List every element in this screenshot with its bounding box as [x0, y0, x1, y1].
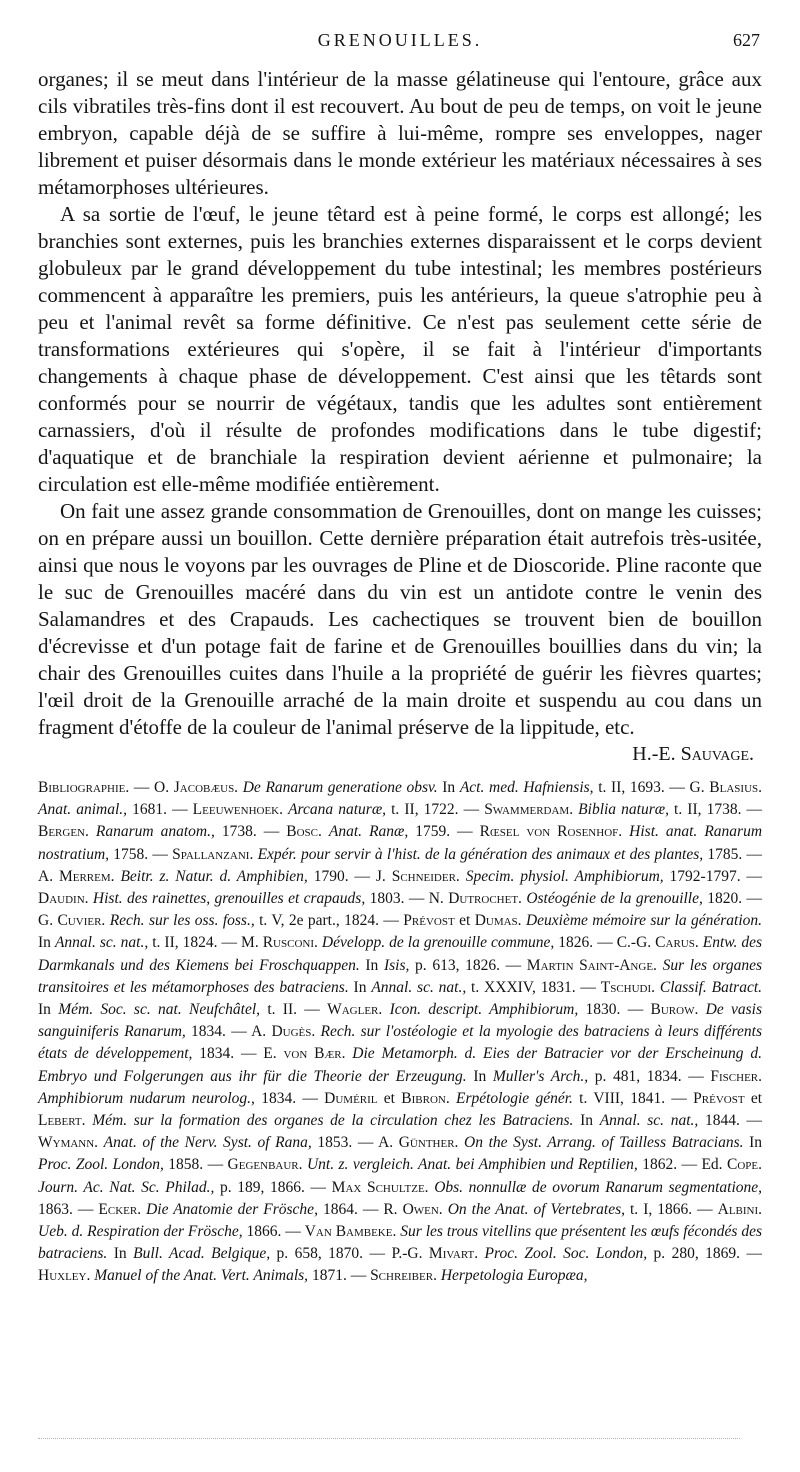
bib-author: Rusconi. — [262, 934, 318, 952]
bib-title: On the Anat. of Vertebrates, — [447, 1200, 625, 1218]
bib-text: t. V, 2e part., 1824. — — [254, 912, 404, 930]
bib-text: 1834. — E. — [192, 1045, 284, 1063]
paragraph: organes; il se meut dans l'intérieur de la masse gélatineuse qui l'entoure, grâce aux cils vibratiles très-fins dont il est recouvert. Au bout de peu de temps, on voit le jeune embryon, capable déjà de se suffire à lui-même, rompre ses enveloppes, nager librement et puiser désormais dans le monde extérieur les matériaux nécessaires à ses métamorphoses ultérieures. — [38, 67, 762, 199]
bib-title: Journ. Ac. Nat. Sc. Philad., — [38, 1178, 215, 1196]
bib-author: Günther. — [398, 1134, 459, 1152]
bib-author: Max Schultze. — [331, 1178, 429, 1196]
bib-author: Merrem. — [58, 867, 115, 885]
bib-text: In — [359, 956, 384, 974]
bib-text: In — [437, 779, 460, 796]
bib-author: Leeuwenhoek. — [192, 801, 283, 819]
bib-title: Arcana naturæ, — [288, 801, 387, 819]
bib-title: Unt. z. vergleich. Anat. bei Amphibien und Reptilien, — [306, 1156, 638, 1174]
bib-author: Martin Saint-Ange. — [526, 956, 657, 974]
bib-text: 1864. — R. — [317, 1200, 403, 1218]
bib-author: Blasius. — [709, 779, 762, 796]
bib-text: 1834. — — [254, 1089, 325, 1107]
bib-text: In — [743, 1134, 762, 1152]
bib-author: Cuvier. — [57, 912, 106, 930]
bib-author: Mivart. — [428, 1245, 479, 1263]
author-signature — [610, 741, 754, 768]
bib-text: 1681. — — [127, 801, 193, 819]
bibliography — [38, 777, 762, 1288]
bib-title: De vasis sanguiniferis Ranarum, — [38, 1001, 762, 1041]
bib-title: Beitr. z. Natur. d. Amphibien, — [120, 867, 308, 885]
bib-title: Obs. nonnullæ de ovorum Ranarum segmentatione, — [434, 1178, 763, 1196]
bib-title: Icon. descript. Amphibiorum, — [389, 1001, 579, 1019]
bib-author: Carus. — [655, 934, 699, 952]
paragraph: A sa sortie de l'œuf, le jeune têtard est à peine formé, le corps est allongé; les branchies sont externes, puis les branchies externes disparaissent et le corps devient globuleux par le grand développement du tube intestinal; les membres postérieurs commencent à apparaître les premiers, puis les antérieurs, la queue s'atrophie peu à peu et l'animal revêt sa forme définitive. Ce n'est pas seulement cette série de transformations extérieures qui s'opère, il se fait à l'intérieur d'importants changements à chaque phase de développement. C'est ainsi que les têtards sont conformés pour se nourrir de végétaux, tandis que les adultes sont entièrement carnassiers, d'où il résulte de profondes modifications dans le tube digestif; d'aquatique et de branchiale la respiration devient aérienne et pulmonaire; la circulation est elle-même modifiée entièrement. — [38, 202, 762, 496]
bib-title: Annal. sc. nat., — [54, 934, 149, 952]
bib-title: Bull. Acad. Belgique, — [133, 1245, 271, 1263]
bib-title: Biblia naturæ, — [578, 801, 669, 819]
bib-author: Dugès. — [271, 1023, 316, 1041]
bib-text — [698, 1001, 705, 1018]
bib-text: t. II, 1693. — G. — [593, 779, 710, 796]
bib-text: In — [348, 978, 372, 996]
running-header — [38, 30, 762, 54]
bib-author: Wagler. — [327, 1001, 383, 1019]
bib-title: Act. med. Hafniensis, — [459, 779, 594, 796]
bib-author: Dutrochet. — [448, 890, 522, 908]
bib-text: 1826. — C.-G. — [554, 934, 656, 952]
bib-text: 1738. — — [214, 823, 287, 841]
bib-author: Bibron. — [401, 1089, 450, 1107]
bib-author: Bibliographie. — [38, 779, 130, 796]
bib-title: Hist. anat. Ranarum nostratium, — [38, 823, 763, 863]
bib-author: Lebert. — [38, 1112, 86, 1130]
bib-text: In — [573, 1112, 600, 1130]
bib-title: De Ranarum generatione obsv. — [242, 779, 438, 796]
bib-title: Deuxième mémoire sur la génération. — [525, 912, 763, 930]
bib-title: Specim. physiol. Amphibiorum, — [465, 867, 664, 885]
footer-dotted-rule — [38, 1438, 740, 1439]
bib-title: Herpetologia Europæa, — [440, 1267, 588, 1285]
bib-text: In — [38, 934, 55, 952]
bib-title: Die Anatomie der Frösche, — [146, 1200, 318, 1218]
bib-title: Proc. Zool. London, — [38, 1156, 164, 1174]
bib-text: 1862. — Ed. — [637, 1156, 727, 1174]
bib-author: Duméril — [324, 1089, 378, 1107]
signature-initials: H.-E. — [632, 743, 676, 765]
bib-author: Albini. — [717, 1200, 763, 1218]
bib-text — [89, 823, 96, 840]
bib-title: Entw. des Darmkanals und des Kiemens bei Froschquappen. — [38, 934, 763, 974]
page-number: 627 — [733, 30, 760, 50]
bib-text: 1785. — A. — [38, 845, 763, 885]
bib-author: Van Bambeke. — [304, 1223, 397, 1241]
bib-title: Mém. Soc. sc. nat. Neufchâtel, — [58, 1001, 261, 1019]
bib-author: Wymann. — [38, 1134, 99, 1152]
bib-title: Mém. sur la formation des organes de la circulation chez les Batraciens. — [92, 1112, 574, 1130]
bib-author: Tschudi. — [600, 978, 656, 996]
bib-title: Annal. sc. nat., — [371, 978, 467, 996]
bib-text: p. 658, 1870. — P.-G. — [270, 1245, 429, 1263]
bib-title: Proc. Zool. Soc. London, — [484, 1245, 648, 1263]
bib-title: Manuel of the Anat. Vert. Animals, — [94, 1267, 309, 1285]
bib-text: 1853. — A. — [311, 1134, 399, 1152]
bib-title: On the Syst. Arrang. of Tailless Batracians. — [464, 1134, 744, 1152]
running-title: GRENOUILLES. — [317, 30, 483, 50]
bib-text: 1790. — J. — [307, 867, 392, 885]
bib-author: Jacobæus. — [173, 779, 239, 796]
bib-author: Cope. — [727, 1156, 762, 1174]
bib-text: p. 613, 1826. — — [409, 956, 527, 974]
bib-text: t. I, 1866. — — [625, 1200, 718, 1218]
bib-text: et — [454, 912, 475, 930]
bib-text: 1871. — — [308, 1267, 371, 1285]
bib-text: t. VIII, 1841. — — [572, 1089, 694, 1107]
bib-text: 1830. — — [578, 1001, 651, 1019]
bib-text: p. 280, 1869. — — [647, 1245, 763, 1263]
bib-title: Sur les organes transitoires et les métamorphoses des batraciens. — [38, 956, 763, 996]
bib-text: t. II. — — [260, 1001, 328, 1019]
bib-text: In — [466, 1067, 493, 1085]
bib-author: Daudin. — [38, 890, 89, 908]
bib-text: p. 481, 1834. — — [588, 1067, 711, 1085]
bib-text: In — [38, 1001, 59, 1019]
bib-text: 1858. — — [163, 1156, 228, 1174]
article-body — [38, 66, 762, 765]
bib-title: Développ. de la grenouille commune, — [321, 934, 555, 952]
bib-author: Huxley. — [38, 1267, 91, 1285]
bib-text: t. II, 1738. — — [668, 801, 763, 819]
bib-title: Anat. Ranæ, — [328, 823, 409, 841]
bib-text: t. II, 1824. — M. — [148, 934, 263, 952]
bib-text: 1820. — G. — [38, 890, 763, 930]
bib-text: p. 189, 1866. — — [214, 1178, 332, 1196]
bib-text: 1758. — — [109, 845, 173, 863]
paragraph-text: On fait une assez grande consommation de Grenouilles, dont on mange les cuisses; on en prépare aussi un bouillon. Cette dernière préparation était autrefois très-usitée, ainsi que nous le voyons par les ouvrages de Pline et de Dioscoride. Pline raconte que le suc de Grenouilles macéré dans du vin est un antidote contre le venin des Salamandres et des Crapauds. Les cachectiques se trouvent bien de bouillon d'écrevisse et d'un potage fait de farine et de Grenouilles bouillies dans du vin; la chair des Grenouilles cuites dans l'huile a la propriété de guérir les fièvres quartes; l'œil droit de la Grenouille arraché de la main droite et suspendu au cou dans un fragment d'étoffe de la couleur de l'animal préserve de la lippitude, etc. — [38, 499, 762, 739]
bib-title: Erpétologie génér. — [456, 1089, 573, 1107]
bib-text: 1834. — A. — [185, 1023, 272, 1041]
bib-text: 1803. — N. — [365, 890, 449, 908]
bib-text: 1866. — — [242, 1223, 305, 1241]
bib-title: Annal. sc. nat., — [599, 1112, 699, 1130]
bib-title: Rech. sur les oss. foss., — [109, 912, 255, 930]
bib-author: Prévost — [403, 912, 455, 930]
bib-title: Ueb. d. Respiration der Frösche, — [38, 1223, 243, 1241]
bib-author: Burow. — [650, 1001, 699, 1019]
bib-title: Rech. sur l'ostéologie et la myologie des batraciens à leurs différents états de développement, — [38, 1023, 762, 1063]
bib-author: Ecker. — [98, 1200, 142, 1218]
bib-title: Expér. pour servir à l'hist. de la génération des animaux et des plantes, — [257, 845, 704, 863]
bib-author: Schreiber. — [370, 1267, 437, 1285]
bib-title: Die Metamorph. d. Eies der Batracier vor der Erscheinung d. Embryo und Folgerungen aus ihr für die Theorie der Erzeugung. — [38, 1045, 763, 1085]
bib-author: Gegenbaur. — [227, 1156, 303, 1174]
bib-author: Owen. — [402, 1200, 443, 1218]
bib-title: Ranarum anatom., — [95, 823, 215, 841]
bib-author: Rœsel von Rosenhof. — [479, 823, 623, 841]
bib-author: Prévost — [693, 1089, 745, 1107]
bib-text: — O. — [129, 779, 174, 796]
bib-author: Bosc. — [286, 823, 322, 841]
bib-title: Anat. animal., — [38, 801, 128, 819]
bib-title: Muller's Arch., — [492, 1067, 589, 1085]
bib-author: von Bær. — [283, 1045, 346, 1063]
bib-title: Hist. des rainettes, grenouilles et crapauds, — [92, 890, 366, 908]
bib-text: 1863. — — [38, 1200, 99, 1218]
bib-title: Anat. of the Nerv. Syst. of Rana, — [103, 1134, 312, 1152]
bib-title: Classif. Batract. — [659, 978, 763, 996]
bib-text: t. II, 1722. — — [386, 801, 485, 819]
paragraph — [38, 498, 762, 765]
bib-author: Spallanzani. — [172, 845, 254, 863]
bib-text: 1792-1797. — — [663, 867, 762, 885]
bib-author: Schneider. — [391, 867, 460, 885]
bib-author: Fischer. — [710, 1067, 763, 1085]
bib-author: Bergen. — [38, 823, 89, 841]
bib-text — [322, 823, 329, 840]
bib-text — [382, 1001, 389, 1018]
bib-title: Ostéogénie de la grenouille, — [526, 890, 703, 908]
bib-text: 1844. — — [698, 1112, 763, 1130]
bib-title: Sur les trous vitellins que présentent les œufs fécondés des batraciens. — [38, 1223, 763, 1263]
bib-text: et — [377, 1089, 402, 1107]
bib-title: Amphibiorum nudarum neurolog., — [38, 1089, 255, 1107]
bib-author: Swammerdam. — [484, 801, 574, 819]
bib-text: In — [107, 1245, 134, 1263]
bib-text: 1759. — — [408, 823, 480, 841]
bib-title: Isis, — [383, 956, 410, 974]
bib-author: Dumas. — [474, 912, 522, 930]
bib-text: t. XXXIV, 1831. — — [466, 978, 601, 996]
signature-surname: Sauvage. — [680, 743, 754, 765]
bib-text: et — [744, 1089, 763, 1107]
